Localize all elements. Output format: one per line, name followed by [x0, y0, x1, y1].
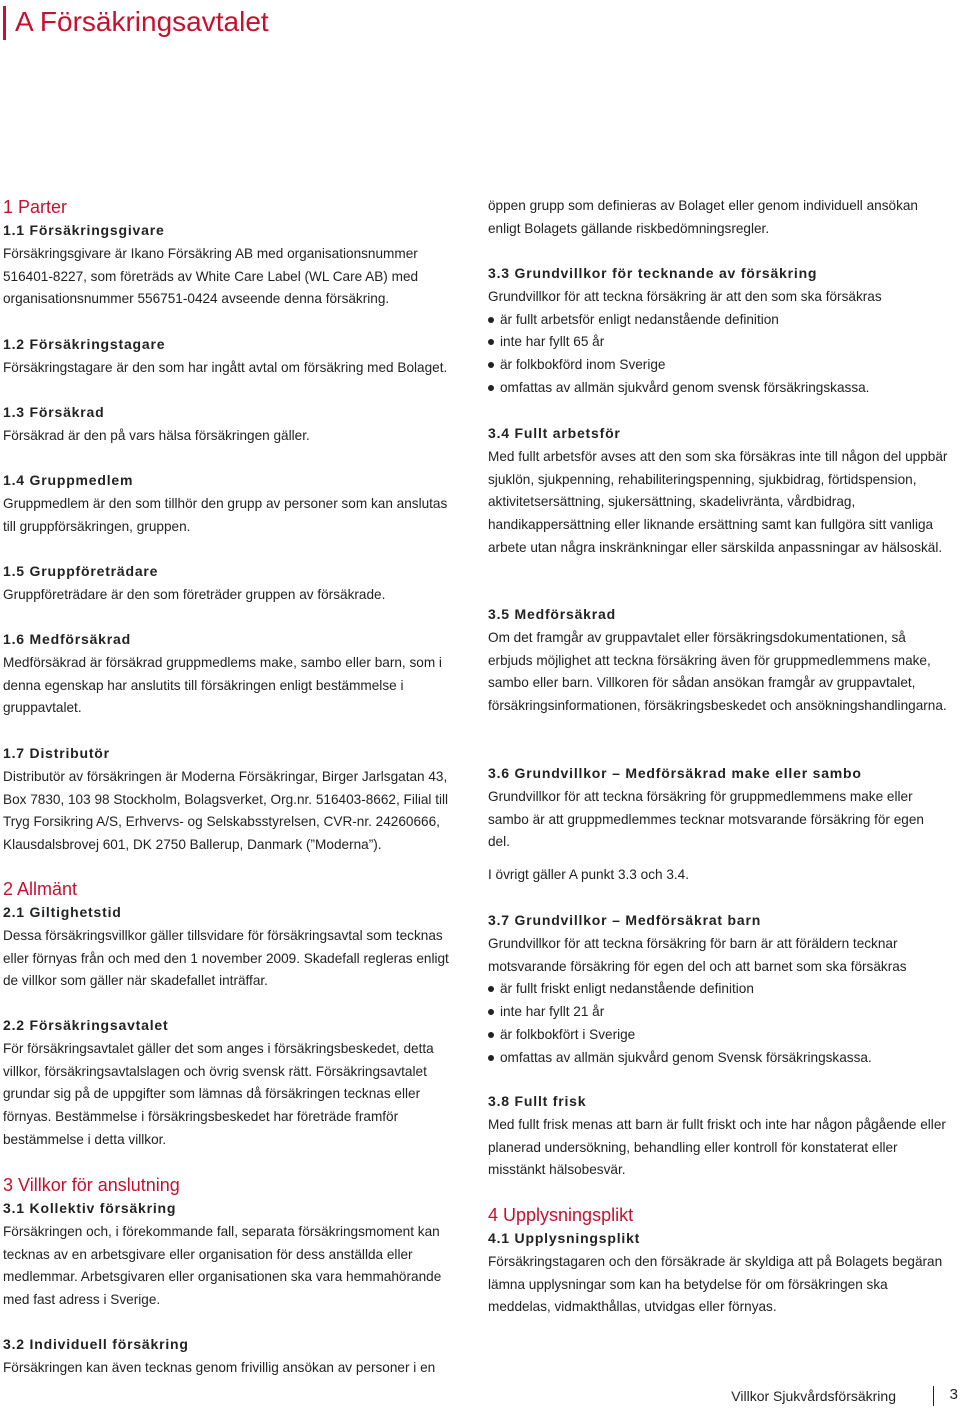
section-heading: 4 Upplysningsplikt — [488, 1205, 634, 1225]
paragraph: Grundvillkor för att teckna försäkring är att den som ska försäkras — [488, 289, 882, 304]
subsection-heading: 1.6 Medförsäkrad — [3, 631, 131, 647]
subsection-heading: 3.7 Grundvillkor – Medförsäkrat barn — [488, 912, 762, 928]
list-item: inte har fyllt 65 år — [488, 331, 948, 354]
paragraph: Försäkringstagare är den som har ingått avtal om försäkring med Bolaget. — [3, 360, 448, 375]
subsection-1-6 — [3, 629, 463, 720]
paragraph: Om det framgår av gruppavtalet eller försäkringsdokumentationen, så erbjuds möjlighet att teckna försäkring även för gruppmedlemmens make, sambo eller barn. Villkoren för sådan ansökan framgår av gruppavtalet, försäkringsinformationen, försäkringsbeskedet och ansökningshandlingarna. — [488, 630, 947, 714]
subsection-1-2 — [3, 334, 463, 380]
subsection-heading: 3.8 Fullt frisk — [488, 1093, 587, 1109]
paragraph: Med fullt arbetsför avses att den som ska försäkras inte till någon del uppbär sjuklön, sjukpenning, rehabiliteringspenning, sjukbidrag, förtidspension, aktivitetsersättning, sjukersättning, skadelivränta, vårdbidrag, handikappersättning eller liknande ersättning samt kan fullgöra sitt vanliga arbete utan några inskränkningar eller särskilda anpassningar av hälsoskäl. — [488, 449, 948, 555]
subsection-heading: 3.6 Grundvillkor – Medförsäkrad make eller sambo — [488, 765, 862, 781]
continuation-text — [488, 195, 948, 240]
bullet-list — [488, 978, 948, 1069]
list-item: inte har fyllt 21 år — [488, 1001, 948, 1024]
paragraph: öppen grupp som definieras av Bolaget eller genom individuell ansökan enligt Bolagets gällande riskbedömningsregler. — [488, 198, 918, 236]
subsection-3-7 — [488, 910, 948, 1069]
note — [488, 864, 948, 887]
paragraph: Gruppmedlem är den som tillhör den grupp av personer som kan anslutas till gruppförsäkringen, gruppen. — [3, 496, 448, 534]
subsection-heading: 1.2 Försäkringstagare — [3, 336, 166, 352]
subsection-heading: 2.2 Försäkringsavtalet — [3, 1017, 169, 1033]
subsection-3-4 — [488, 423, 948, 560]
subsection-heading: 1.1 Försäkringsgivare — [3, 222, 165, 238]
paragraph: Försäkringsgivare är Ikano Försäkring AB med organisationsnummer 516401-8227, som företräds av White Care Label (WL Care AB) med organisationsnummer 556751-0424 avseende denna försäkring. — [3, 246, 419, 307]
page-footer — [560, 1384, 960, 1410]
paragraph: För försäkringsavtalet gäller det som anges i försäkringsbeskedet, detta villkor, försäkringsavtalslagen och övrig svensk rätt. Försäkringsavtalet grundar sig på de uppgifter som lämnas då försäkringen tecknas eller förnyas. Bestämmelse i försäkringsbeskedet har företräde framför bestämmelse i detta villkor. — [3, 1041, 434, 1147]
paragraph: Grundvillkor för att teckna försäkring för barn är att föräldern tecknar motsvarande försäkring för egen del och att barnet som ska försäkras — [488, 936, 907, 974]
subsection-1-4 — [3, 470, 463, 538]
subsection-heading: 3.2 Individuell försäkring — [3, 1336, 189, 1352]
subsection-3-3 — [488, 263, 948, 400]
section-4 — [488, 1204, 948, 1319]
list-item: är fullt friskt enligt nedanstående definition — [488, 978, 948, 1001]
footer-title: Villkor Sjukvårdsförsäkring — [731, 1388, 896, 1404]
subsection-1-5 — [3, 561, 463, 607]
list-item: är folkbokfört i Sverige — [488, 1024, 948, 1047]
subsection-heading: 3.1 Kollektiv försäkring — [3, 1200, 177, 1216]
subsection-heading: 2.1 Giltighetstid — [3, 904, 122, 920]
subsection-heading: 3.5 Medförsäkrad — [488, 606, 616, 622]
list-item: är fullt arbetsför enligt nedanstående definition — [488, 309, 948, 332]
page-number: 3 — [949, 1386, 958, 1403]
subsection-3-8 — [488, 1091, 948, 1182]
paragraph: Distributör av försäkringen är Moderna Försäkringar, Birger Jarlsgatan 43, Box 7830, 103 98 Stockholm, Bolagsverket, Org.nr. 516403-8662, Filial till Tryg Forsikring A/S, Erhvervs- og Selskabsstyrelsen, CVR-nr. 24260666, Klausdalsbrovej 601, DK 2750 Ballerup, Danmark (”Moderna”). — [3, 769, 449, 853]
subsection-heading: 1.3 Försäkrad — [3, 404, 105, 420]
list-item: är folkbokförd inom Sverige — [488, 354, 948, 377]
paragraph: Gruppföreträdare är den som företräder gruppen av försäkrade. — [3, 587, 386, 602]
list-item: omfattas av allmän sjukvård genom svensk försäkringskassa. — [488, 377, 948, 400]
list-item: omfattas av allmän sjukvård genom Svensk försäkringskassa. — [488, 1047, 948, 1070]
paragraph: Medförsäkrad är försäkrad gruppmedlems make, sambo eller barn, som i denna egenskap har anslutits till försäkringen enligt bestämmelse i gruppavtalet. — [3, 655, 442, 716]
section-1 — [3, 196, 463, 311]
paragraph: Försäkrad är den på vars hälsa försäkringen gäller. — [3, 428, 310, 443]
paragraph: Försäkringen kan även tecknas genom frivillig ansökan av personer i en — [3, 1360, 436, 1375]
subsection-heading: 1.5 Gruppföreträdare — [3, 563, 159, 579]
subsection-heading: 3.3 Grundvillkor för tecknande av försäkring — [488, 265, 818, 281]
paragraph: I övrigt gäller A punkt 3.3 och 3.4. — [488, 867, 690, 882]
page-title: A Försäkringsavtalet — [15, 6, 269, 37]
subsection-3-2 — [3, 1334, 463, 1380]
subsection-3-5 — [488, 604, 948, 718]
subsection-heading: 1.4 Gruppmedlem — [3, 472, 134, 488]
paragraph: Försäkringen och, i förekommande fall, separata försäkringsmoment kan tecknas av en arbetsgivare eller organisation för dess anställda eller medlemmar. Arbetsgivaren eller organisationen ska vara hemmahörande med fast adress i Sverige. — [3, 1224, 442, 1308]
footer-divider — [933, 1386, 934, 1406]
section-3 — [3, 1174, 463, 1312]
subsection-heading: 3.4 Fullt arbetsför — [488, 425, 621, 441]
page-header — [0, 2, 600, 42]
paragraph: Grundvillkor för att teckna försäkring för gruppmedlemmens make eller sambo är att gruppmedlemmes tecknar motsvarande försäkring för egen del. — [488, 789, 924, 850]
subsection-3-6 — [488, 763, 948, 854]
subsection-heading: 4.1 Upplysningsplikt — [488, 1230, 641, 1246]
paragraph: Försäkringstagaren och den försäkrade är skyldiga att på Bolagets begäran lämna upplysningar som kan ha betydelse för om försäkringen ska meddelas, vidmakthållas, utvidgas eller förnyas. — [488, 1254, 943, 1315]
paragraph: Med fullt frisk menas att barn är fullt friskt och inte har någon pågående eller planerad undersökning, behandling eller kontroll för konstaterat eller misstänkt hälsobesvär. — [488, 1117, 946, 1178]
section-2 — [3, 878, 463, 993]
section-heading: 1 Parter — [3, 197, 68, 217]
subsection-2-2 — [3, 1015, 463, 1152]
subsection-1-3 — [3, 402, 463, 448]
paragraph: Dessa försäkringsvillkor gäller tillsvidare för försäkringsavtal som tecknas eller förnyas från och med den 1 november 2009. Skadefall regleras enligt de villkor som gäller när skadefallet inträffar. — [3, 928, 449, 989]
section-heading: 3 Villkor för anslutning — [3, 1175, 180, 1195]
section-heading: 2 Allmänt — [3, 879, 78, 899]
header-accent-bar — [3, 6, 6, 40]
subsection-heading: 1.7 Distributör — [3, 745, 110, 761]
subsection-1-7 — [3, 743, 463, 857]
bullet-list — [488, 309, 948, 400]
